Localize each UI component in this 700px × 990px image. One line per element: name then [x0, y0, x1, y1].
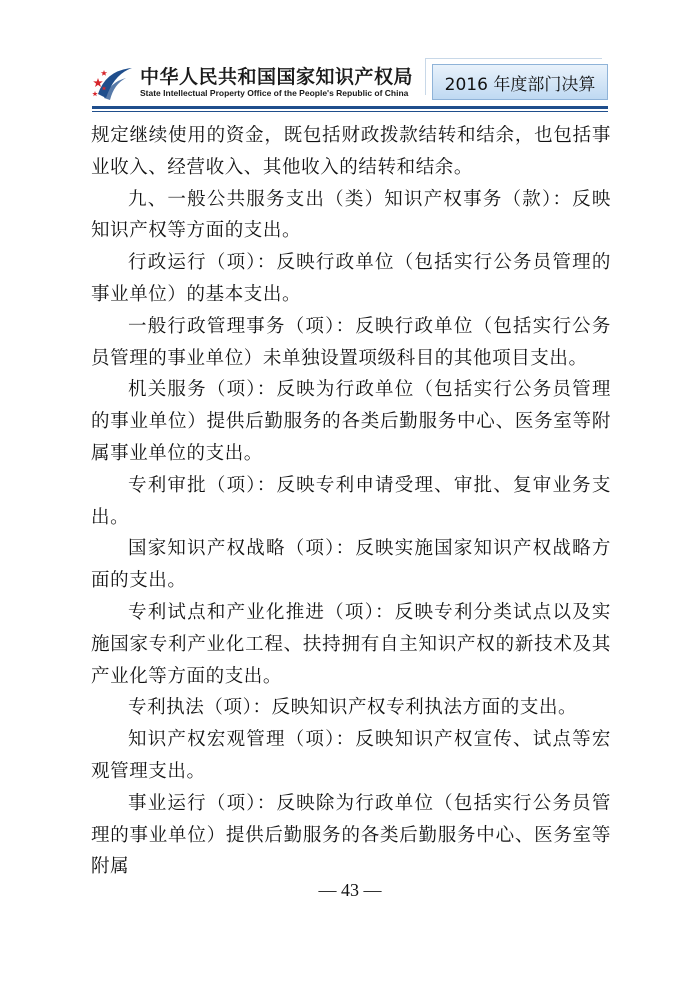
body-paragraph: 一般行政管理事务（项）：反映行政单位（包括实行公务员管理的事业单位）未单独设置项级科目的其他项目支出。 — [91, 315, 611, 369]
body-paragraph: 规定继续使用的资金，既包括财政拨款结转和结余，也包括事业收入、经营收入、其他收入的结转和结余。 — [91, 125, 611, 178]
organization-name-en: State Intellectual Property Office of the People's Republic of China — [140, 88, 409, 98]
sipo-star-logo-icon — [92, 64, 138, 104]
page-header — [0, 0, 700, 120]
body-paragraph: 国家知识产权战略（项）：反映实施国家知识产权战略方面的支出。 — [91, 538, 611, 592]
body-paragraph: 事业运行（项）：反映除为行政单位（包括实行公务员管理的事业单位）提供后勤服务的各类后勤服务中心、医务室等附属 — [91, 792, 611, 878]
body-paragraph: 机关服务（项）：反映为行政单位（包括实行公务员管理的事业单位）提供后勤服务的各类后勤服务中心、医务室等附属事业单位的支出。 — [91, 379, 611, 464]
page-number: — 43 — — [318, 880, 382, 900]
header-rule-thin — [92, 111, 608, 112]
header-rule-thick — [92, 106, 608, 109]
report-title-box — [432, 64, 608, 100]
body-paragraph: 知识产权宏观管理（项）：反映知识产权宣传、试点等宏观管理支出。 — [91, 729, 611, 782]
body-paragraph: 专利审批（项）：反映专利申请受理、审批、复审业务支出。 — [91, 474, 611, 528]
organization-name-cn: 中华人民共和国国家知识产权局 — [140, 66, 414, 88]
body-paragraph: 行政运行（项）：反映行政单位（包括实行公务员管理的事业单位）的基本支出。 — [91, 252, 611, 305]
body-paragraph: 专利试点和产业化推进（项）：反映专利分类试点以及实施国家专利产业化工程、扶持拥有自主知识产权的新技术及其产业化等方面的支出。 — [91, 601, 611, 687]
body-paragraph: 九、一般公共服务支出（类）知识产权事务（款）：反映知识产权等方面的支出。 — [91, 188, 611, 242]
document-body — [91, 120, 611, 883]
body-paragraph: 专利执法（项）：反映知识产权专利执法方面的支出。 — [128, 697, 578, 719]
report-title: 2016 年度部门决算 — [444, 74, 596, 95]
